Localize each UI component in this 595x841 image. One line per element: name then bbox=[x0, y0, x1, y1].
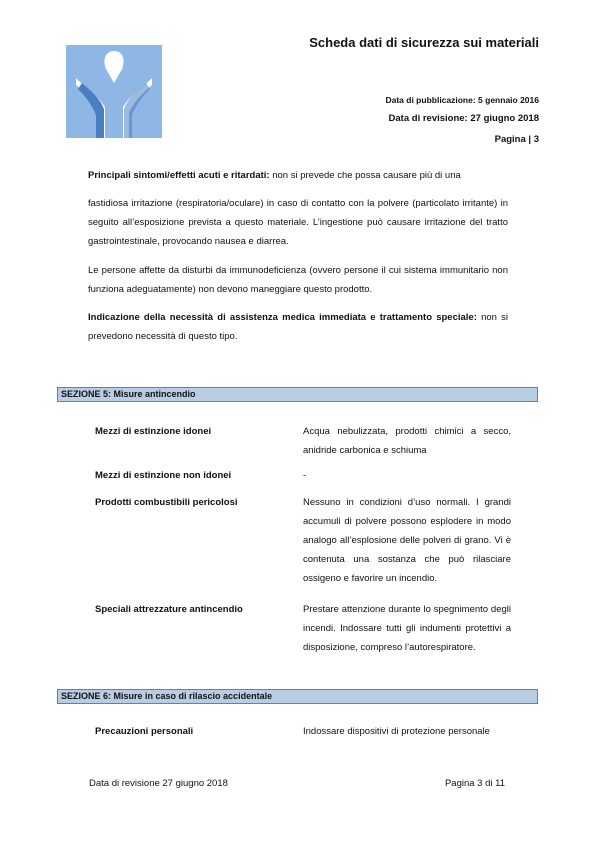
page-number: Pagina | 3 bbox=[494, 134, 539, 145]
footer-revision-date: Data di revisione 27 giugno 2018 bbox=[89, 778, 228, 789]
document-title: Scheda dati di sicurezza sui materiali bbox=[309, 35, 539, 50]
section-5-header: SEZIONE 5: Misure antincendio bbox=[57, 387, 538, 402]
publication-date: Data di pubblicazione: 5 gennaio 2016 bbox=[385, 95, 539, 105]
hazardous-products-value: Nessuno in condizioni d’uso normali. I grandi accumuli di polvere possono esplodere in modo analogo all’esplosione delle polveri di grano. Vi è contenuta una sostanza che può rilasciare ossigeno e favorire un incendio. bbox=[303, 497, 511, 584]
medical-assistance-label: Indicazione della necessità di assistenza medica immediata e trattamento speciale: bbox=[88, 312, 477, 323]
personal-precautions-label: Precauzioni personali bbox=[95, 726, 194, 737]
immunodeficiency-paragraph: Le persone affette da disturbi da immunodeficienza (ovvero persone il cui sistema immunitario non funziona adeguatamente) non devono maneggiare questo prodotto. bbox=[88, 265, 508, 295]
footer-page-count: Pagina 3 di 11 bbox=[444, 778, 505, 789]
symptoms-paragraph-heading bbox=[88, 166, 508, 185]
unsuitable-media-label: Mezzi di estinzione non idonei bbox=[95, 470, 232, 481]
firefighting-equipment-value: Prestare attenzione durante lo spegnimento degli incendi. Indossare tutti gli indumenti protettivi a disposizione, compreso l’autorespiratore. bbox=[303, 604, 511, 653]
extinguishing-media-value: Acqua nebulizzata, prodotti chimici a secco, anidride carbonica e schiuma bbox=[303, 426, 511, 456]
medical-assistance-text: non si prevedono necessità di questo tipo. bbox=[88, 312, 508, 342]
hazardous-products-label: Prodotti combustibili pericolosi bbox=[95, 497, 238, 508]
section-6-header: SEZIONE 6: Misure in caso di rilascio accidentale bbox=[57, 689, 538, 704]
personal-precautions-value: Indossare dispositivi di protezione personale bbox=[303, 726, 490, 737]
revision-date: Data di revisione: 27 giugno 2018 bbox=[388, 113, 539, 124]
unsuitable-media-value: - bbox=[303, 470, 307, 481]
symptoms-text-start: non si prevede che possa causare più di una bbox=[269, 170, 461, 181]
symptoms-label: Principali sintomi/effetti acuti e ritardati: bbox=[88, 170, 270, 181]
symptoms-paragraph: fastidiosa irritazione (respiratoria/oculare) in caso di contatto con la polvere (particolato irritante) in seguito all’esposizione prevista a questo materiale. L’ingestione può causare irritazione del tratto gastrointestinale, provocando nausea e diarrea. bbox=[88, 198, 508, 247]
firefighting-equipment-label: Speciali attrezzature antincendio bbox=[95, 604, 243, 615]
company-logo-icon bbox=[66, 45, 162, 138]
extinguishing-media-label: Mezzi di estinzione idonei bbox=[95, 426, 212, 437]
medical-assistance-paragraph bbox=[88, 308, 508, 346]
